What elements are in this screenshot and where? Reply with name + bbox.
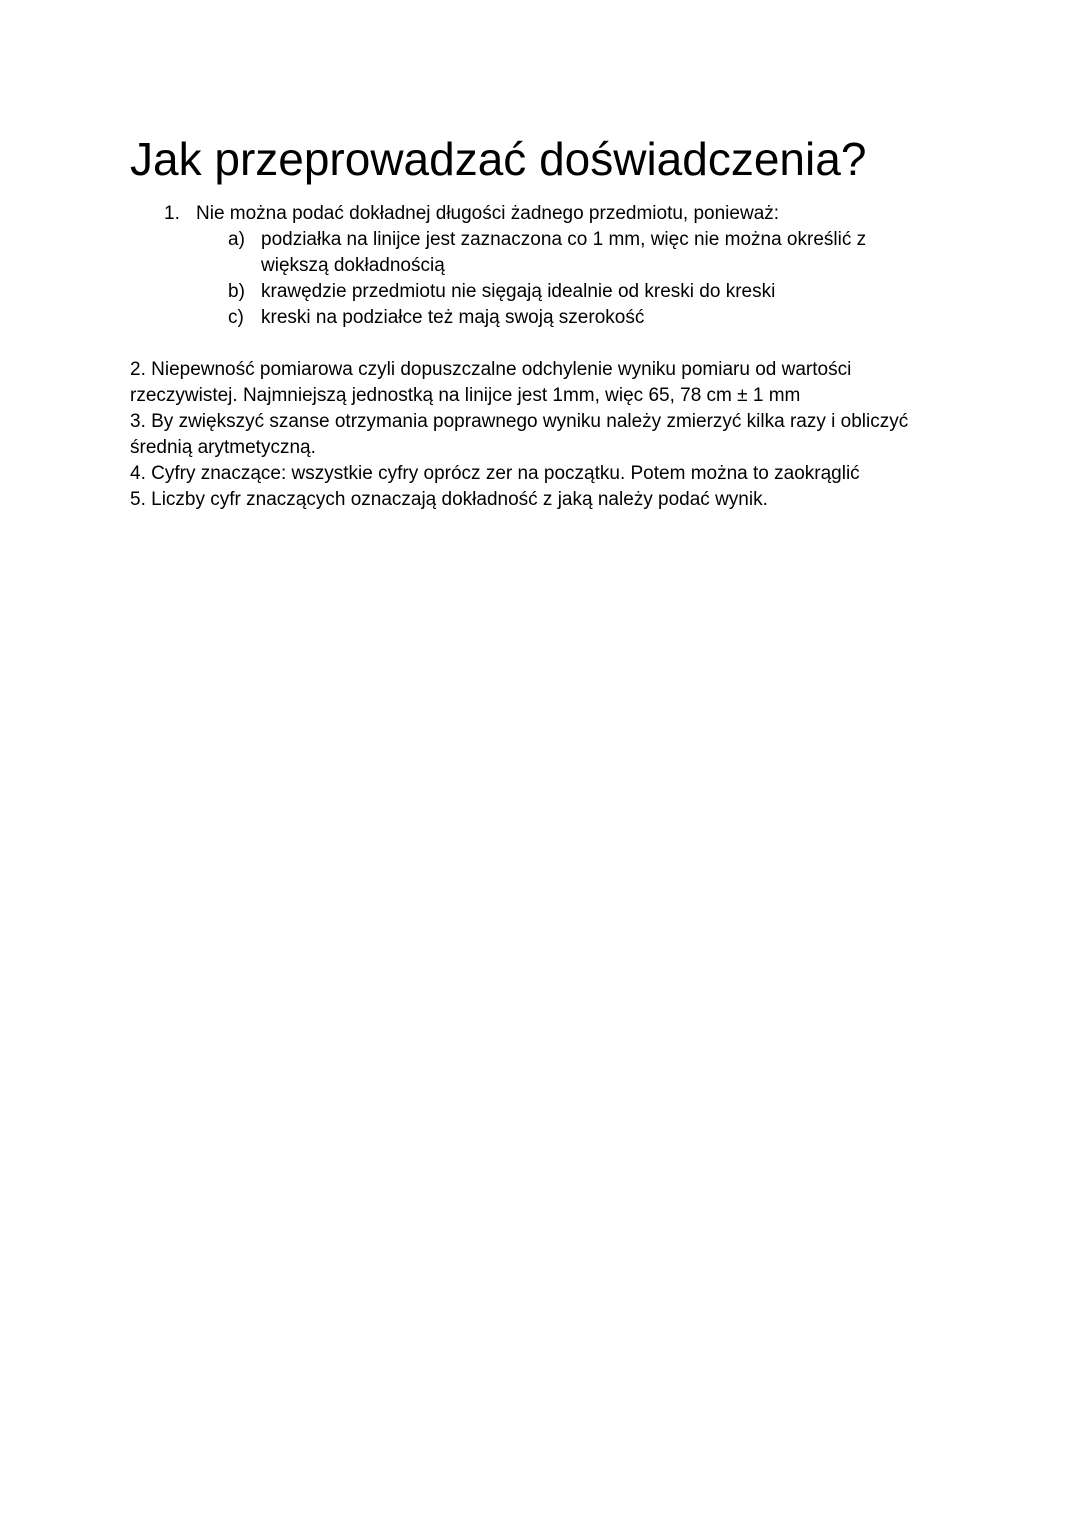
paragraph-line: średnią arytmetyczną.	[130, 437, 316, 458]
paragraph-line: 5. Liczby cyfr znaczących oznaczają dokładność z jaką należy podać wynik.	[130, 489, 768, 510]
sublist-item-marker: b)	[228, 281, 245, 302]
list-item-text: Nie można podać dokładnej długości żadnego przedmiotu, ponieważ:	[196, 203, 780, 224]
paragraph-line: 2. Niepewność pomiarowa czyli dopuszczalne odchylenie wyniku pomiaru od wartości	[130, 359, 852, 380]
paragraph-line: 3. By zwiększyć szanse otrzymania poprawnego wyniku należy zmierzyć kilka razy i obliczyć	[130, 411, 909, 432]
sublist-item-marker: c)	[228, 307, 244, 328]
sublist-item-text: kreski na podziałce też mają swoją szerokość	[261, 307, 645, 328]
paragraph-line: rzeczywistej. Najmniejszą jednostką na linijce jest 1mm, więc 65, 78 cm ± 1 mm	[130, 385, 801, 406]
sublist-item-text-continued: większą dokładnością	[261, 255, 445, 276]
list-item-number: 1.	[164, 203, 180, 224]
paragraph-line: 4. Cyfry znaczące: wszystkie cyfry oprócz zer na początku. Potem można to zaokrąglić	[130, 463, 860, 484]
page-title: Jak przeprowadzać doświadczenia?	[130, 133, 867, 185]
sublist-item-text: krawędzie przedmiotu nie sięgają idealnie od kreski do kreski	[261, 281, 776, 302]
sublist-item-text: podziałka na linijce jest zaznaczona co 1 mm, więc nie można określić z	[261, 229, 867, 250]
sublist-item-marker: a)	[228, 229, 245, 250]
